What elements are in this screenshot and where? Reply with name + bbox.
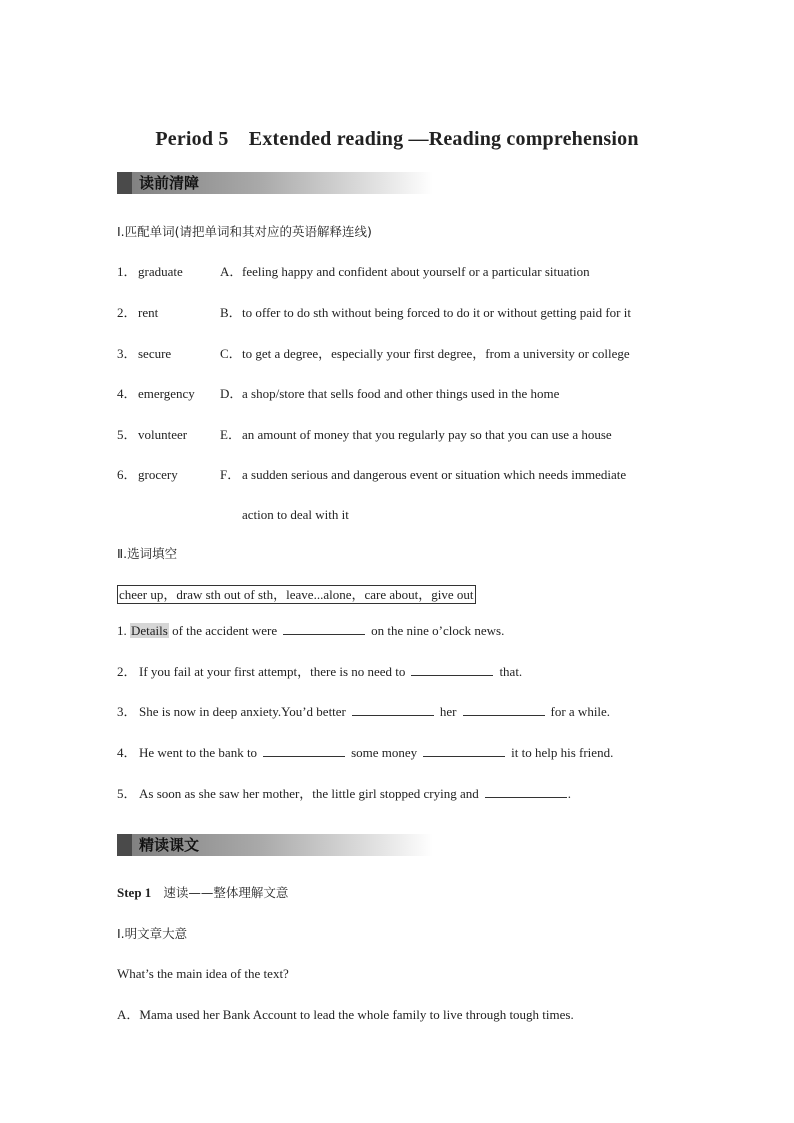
option-letter: D． xyxy=(220,386,243,401)
banner-marker xyxy=(117,834,132,856)
match-word: secure xyxy=(138,346,172,361)
sentence-text: for a while. xyxy=(550,704,611,719)
sentence-text: of the accident were xyxy=(168,623,278,638)
match-word: graduate xyxy=(138,264,183,279)
sentence-text: If you fail at your first attempt，there is no need to xyxy=(139,664,406,679)
step-number: Step 1 xyxy=(117,885,152,900)
match-row-3 xyxy=(117,345,137,363)
sentence-text: it to help his friend. xyxy=(511,745,614,760)
sentence-text: her xyxy=(439,704,457,719)
match-word: rent xyxy=(138,305,159,320)
part3-heading: Ⅰ.明文章大意 xyxy=(117,926,188,941)
option-text: an amount of money that you regularly pay so that you can use a house xyxy=(242,427,612,442)
answer-blank[interactable] xyxy=(463,703,545,716)
sentence-text: He went to the bank to xyxy=(139,745,258,760)
option-text: a shop/store that sells food and other things used in the home xyxy=(242,386,560,401)
sentence-5 xyxy=(117,785,571,803)
sentence-num: 4． xyxy=(117,745,137,760)
banner-label: 读前清障 xyxy=(139,174,200,192)
question-text: What’s the main idea of the text? xyxy=(117,966,289,981)
section-banner-close-reading xyxy=(117,834,433,856)
sentence-text: on the nine o’clock news. xyxy=(371,623,505,638)
answer-blank[interactable] xyxy=(411,663,493,676)
page-title: Period 5 Extended reading —Reading comprehension xyxy=(155,128,639,150)
sentence-3 xyxy=(117,703,610,721)
sentence-text: She is now in deep anxiety.You’d better xyxy=(139,704,346,719)
answer-blank[interactable] xyxy=(283,622,365,635)
word-num: 6． xyxy=(117,467,137,482)
sentence-text: . xyxy=(567,786,571,801)
highlighted-word: Details xyxy=(131,623,168,638)
sentence-num: 2． xyxy=(117,664,137,679)
sentence-2 xyxy=(117,663,522,681)
sentence-num: 3． xyxy=(117,704,137,719)
match-option xyxy=(220,385,559,403)
answer-blank[interactable] xyxy=(423,744,505,757)
word-num: 3． xyxy=(117,346,137,361)
option-letter: B． xyxy=(220,305,242,320)
option-letter: F． xyxy=(220,467,241,482)
match-option xyxy=(220,345,630,363)
answer-blank[interactable] xyxy=(485,785,567,798)
banner-marker xyxy=(117,172,132,194)
option-text: feeling happy and confident about yourself or a particular situation xyxy=(242,264,590,279)
option-letter: E． xyxy=(220,427,241,442)
sentence-text: that. xyxy=(499,664,523,679)
word-num: 4． xyxy=(117,386,137,401)
match-row-4 xyxy=(117,385,137,403)
match-row-2 xyxy=(117,304,137,322)
word-num: 1． xyxy=(117,264,137,279)
sentence-num: 1. xyxy=(117,623,130,638)
word-box: cheer up，draw sth out of sth，leave...alone，care about，give out xyxy=(119,587,474,602)
option-letter: C． xyxy=(220,346,242,361)
match-option xyxy=(220,263,590,281)
part1-heading: Ⅰ.匹配单词(请把单词和其对应的英语解释连线) xyxy=(117,224,372,239)
word-num: 5． xyxy=(117,427,137,442)
option-text: to get a degree，especially your first degree，from a university or college xyxy=(242,346,630,361)
match-word: volunteer xyxy=(138,427,188,442)
match-option xyxy=(220,304,631,322)
answer-blank[interactable] xyxy=(352,703,434,716)
sentence-1 xyxy=(117,622,504,640)
part2-heading: Ⅱ.选词填空 xyxy=(117,546,178,561)
option-f-continuation: action to deal with it xyxy=(242,507,349,522)
sentence-4 xyxy=(117,744,613,762)
banner-label: 精读课文 xyxy=(139,836,200,854)
match-row-6 xyxy=(117,466,137,484)
sentence-text: some money xyxy=(351,745,418,760)
step1-heading xyxy=(117,884,288,902)
answer-blank[interactable] xyxy=(263,744,345,757)
sentence-num: 5． xyxy=(117,786,137,801)
option-text: a sudden serious and dangerous event or situation which needs immediate xyxy=(242,467,627,482)
match-word: grocery xyxy=(138,467,178,482)
answer-option-a: A．Mama used her Bank Account to lead the whole family to live through tough times. xyxy=(117,1007,574,1022)
word-num: 2． xyxy=(117,305,137,320)
match-row-1 xyxy=(117,263,137,281)
option-letter: A． xyxy=(220,264,243,279)
match-option xyxy=(220,466,626,484)
sentence-text: As soon as she saw her mother，the little girl stopped crying and xyxy=(139,786,479,801)
step-title: 速读——整体理解文意 xyxy=(163,885,289,900)
section-banner-pre-reading xyxy=(117,172,433,194)
match-row-5 xyxy=(117,426,137,444)
match-option xyxy=(220,426,612,444)
option-text: to offer to do sth without being forced to do it or without getting paid for it xyxy=(242,305,631,320)
match-word: emergency xyxy=(138,386,195,401)
